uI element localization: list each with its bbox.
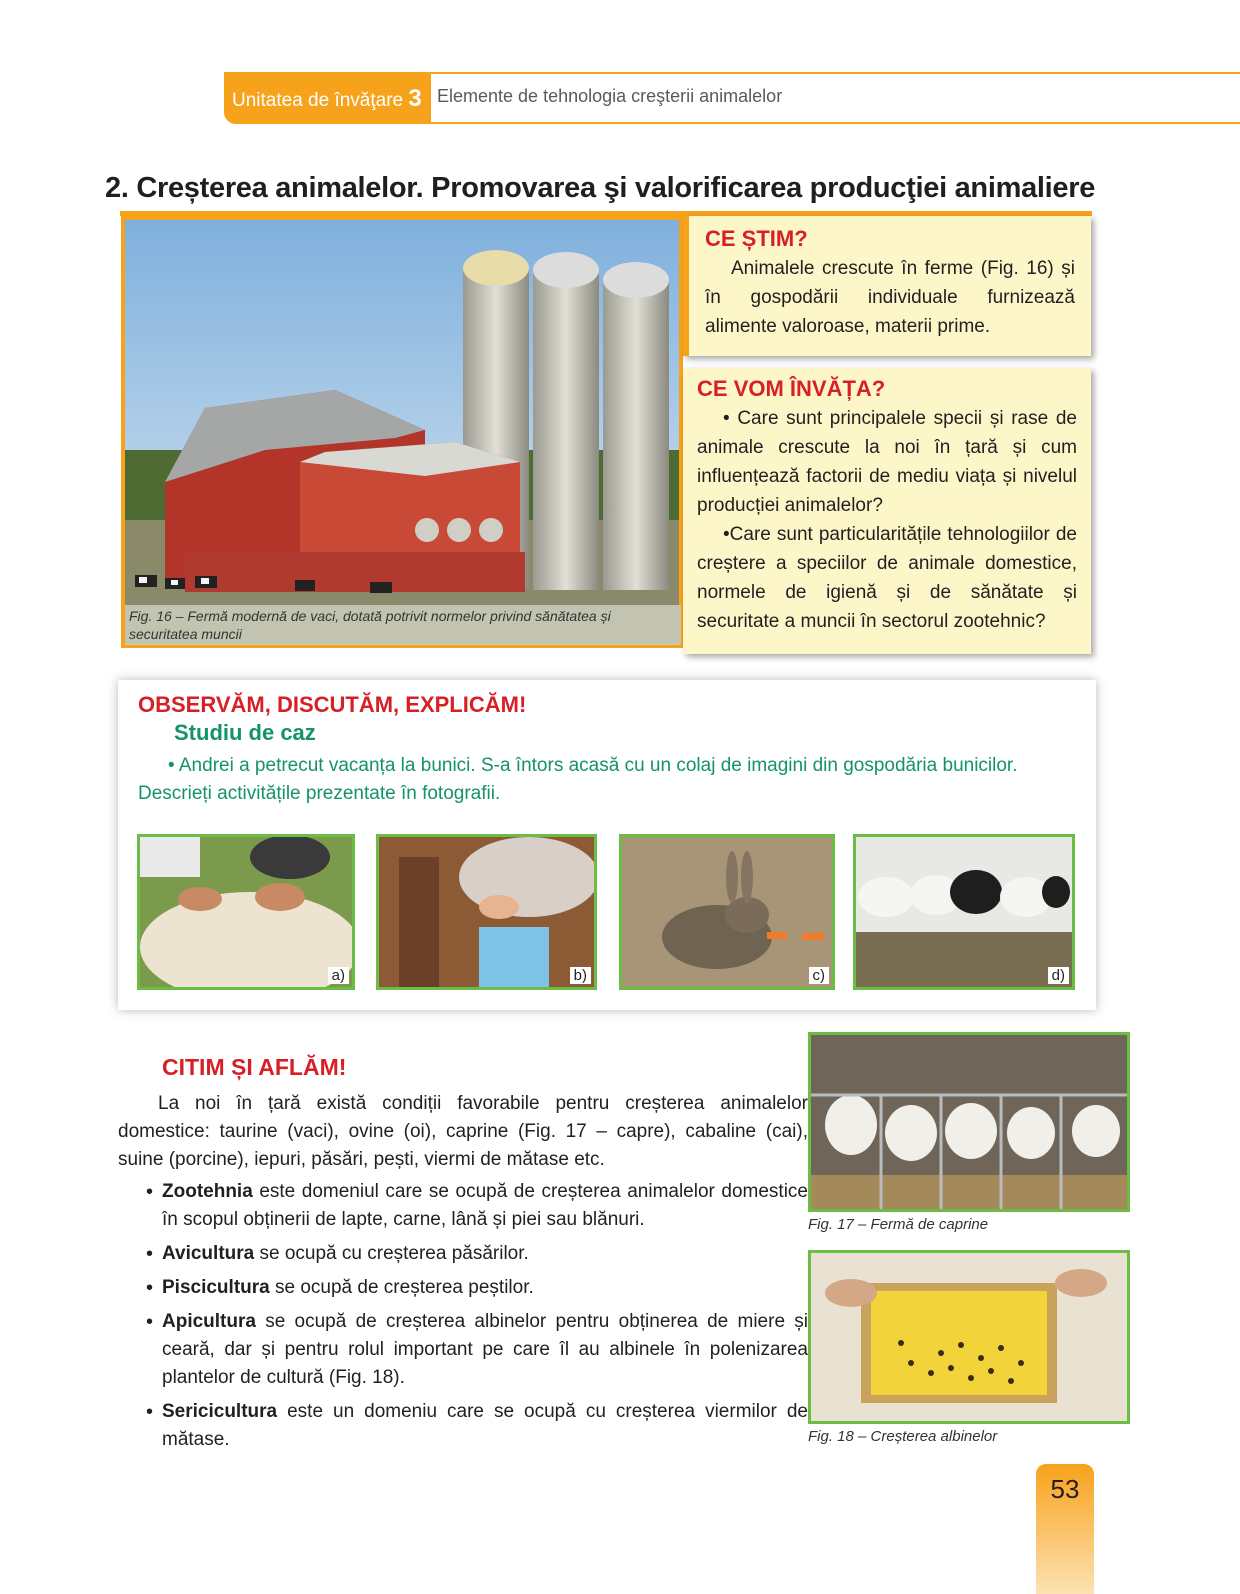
what-we-learn-item: • Care sunt principalele specii și rase de animale crescute la noi în țară și cum influențează factorii de mediu viața și nivelul producției animalelor? — [697, 408, 1077, 516]
unit-title: Elemente de tehnologia creşterii animalelor — [437, 86, 783, 106]
sheep-drinking-image — [856, 837, 1072, 987]
read-body — [118, 1090, 808, 1460]
unit-number: 3 — [408, 85, 422, 112]
list-item — [118, 1308, 808, 1392]
definition: se ocupă de creșterea peștilor. — [269, 1277, 534, 1298]
unit-label: Unitatea de învăţare — [232, 90, 404, 111]
beekeeping-image — [811, 1253, 1127, 1421]
photo-label-d: d) — [1048, 967, 1069, 984]
what-we-know-text: Animalele crescute în ferme (Fig. 16) și în gospodării individuale furnizează alimente valoroase, materii prime. — [705, 258, 1075, 337]
list-item — [118, 1240, 808, 1268]
what-we-know-box — [683, 216, 1091, 356]
photo-sheep-shearing — [137, 834, 355, 990]
header-bottom-line — [431, 122, 1240, 124]
what-we-learn-heading: CE VOM ÎNVĂȚA? — [697, 376, 886, 401]
goat-farm-photo — [808, 1032, 1130, 1212]
photo-label-c: c) — [809, 967, 830, 984]
unit-tab — [224, 74, 431, 124]
list-item — [118, 1274, 808, 1302]
term-sericicultura: Sericicultura — [162, 1401, 278, 1422]
observe-heading: OBSERVĂM, DISCUTĂM, EXPLICĂM! — [138, 692, 527, 717]
beekeeping-photo — [808, 1250, 1130, 1424]
term-avicultura: Avicultura — [162, 1243, 255, 1264]
term-zootehnia: Zootehnia — [162, 1181, 253, 1202]
term-piscicultura: Piscicultura — [162, 1277, 270, 1298]
term-apicultura: Apicultura — [162, 1311, 256, 1332]
what-we-learn-item: •Care sunt particularitățile tehnologiilor de creștere a speciilor de animale domestice, normele de igienă și de sănătate și securitate a muncii în sectorul zootehnic? — [697, 524, 1077, 632]
case-study-subheading: Studiu de caz — [174, 720, 316, 745]
figure17-caption: Fig. 17 – Fermă de caprine — [808, 1216, 989, 1233]
what-we-learn-box — [683, 368, 1091, 654]
farm-illustration — [125, 220, 679, 644]
goat-farm-image — [811, 1035, 1127, 1209]
sheep-shearing-image — [140, 837, 352, 987]
definition: este domeniul care se ocupă de creșterea animalelor domestice în scopul obținerii de lapte, carne, lână și piei sau blănuri. — [162, 1181, 808, 1230]
photo-milking — [376, 834, 597, 990]
definition: este un domeniu care se ocupă cu creșterea viermilor de mătase. — [162, 1401, 808, 1450]
list-item — [118, 1178, 808, 1234]
rabbit-image — [622, 837, 832, 987]
photo-label-a: a) — [328, 967, 349, 984]
figure18-caption: Fig. 18 – Creșterea albinelor — [808, 1428, 998, 1445]
figure16-caption: Fig. 16 – Fermă modernă de vaci, dotată potrivit normelor privind sănătatea și securitatea muncii — [125, 605, 681, 645]
what-we-know-heading: CE ȘTIM? — [705, 226, 808, 251]
milking-image — [379, 837, 594, 987]
read-heading: CITIM ȘI AFLĂM! — [162, 1054, 347, 1080]
definition: se ocupă de creșterea albinelor pentru obținerea de miere și ceară, dar și pentru rolul important pe care îl au albinele în polenizarea plantelor de cultură (Fig. 18). — [162, 1311, 808, 1388]
photo-rabbit — [619, 834, 835, 990]
farm-photo — [121, 216, 683, 648]
domain-list — [118, 1178, 808, 1454]
photo-label-b: b) — [570, 967, 591, 984]
photo-sheep-drinking — [853, 834, 1075, 990]
case-study-text: • Andrei a petrecut vacanța la bunici. S-a întors acasă cu un colaj de imagini din gospodăria bunicilor. Descrieți activitățile prezentate în fotografii. — [138, 755, 1018, 804]
page-number: 53 — [1036, 1464, 1094, 1594]
definition: se ocupă cu creșterea păsărilor. — [254, 1243, 529, 1264]
lesson-title: 2. Creșterea animalelor. Promovarea şi valorificarea producţiei animaliere — [105, 172, 1096, 204]
read-intro: La noi în țară există condiții favorabile pentru creșterea animalelor domestice: taurine (vaci), ovine (oi), caprine (Fig. 17 – capre), cabaline (cai), suine (porcine), iepuri, păsări, pești, viermi de mătase etc. — [118, 1093, 808, 1170]
list-item — [118, 1398, 808, 1454]
